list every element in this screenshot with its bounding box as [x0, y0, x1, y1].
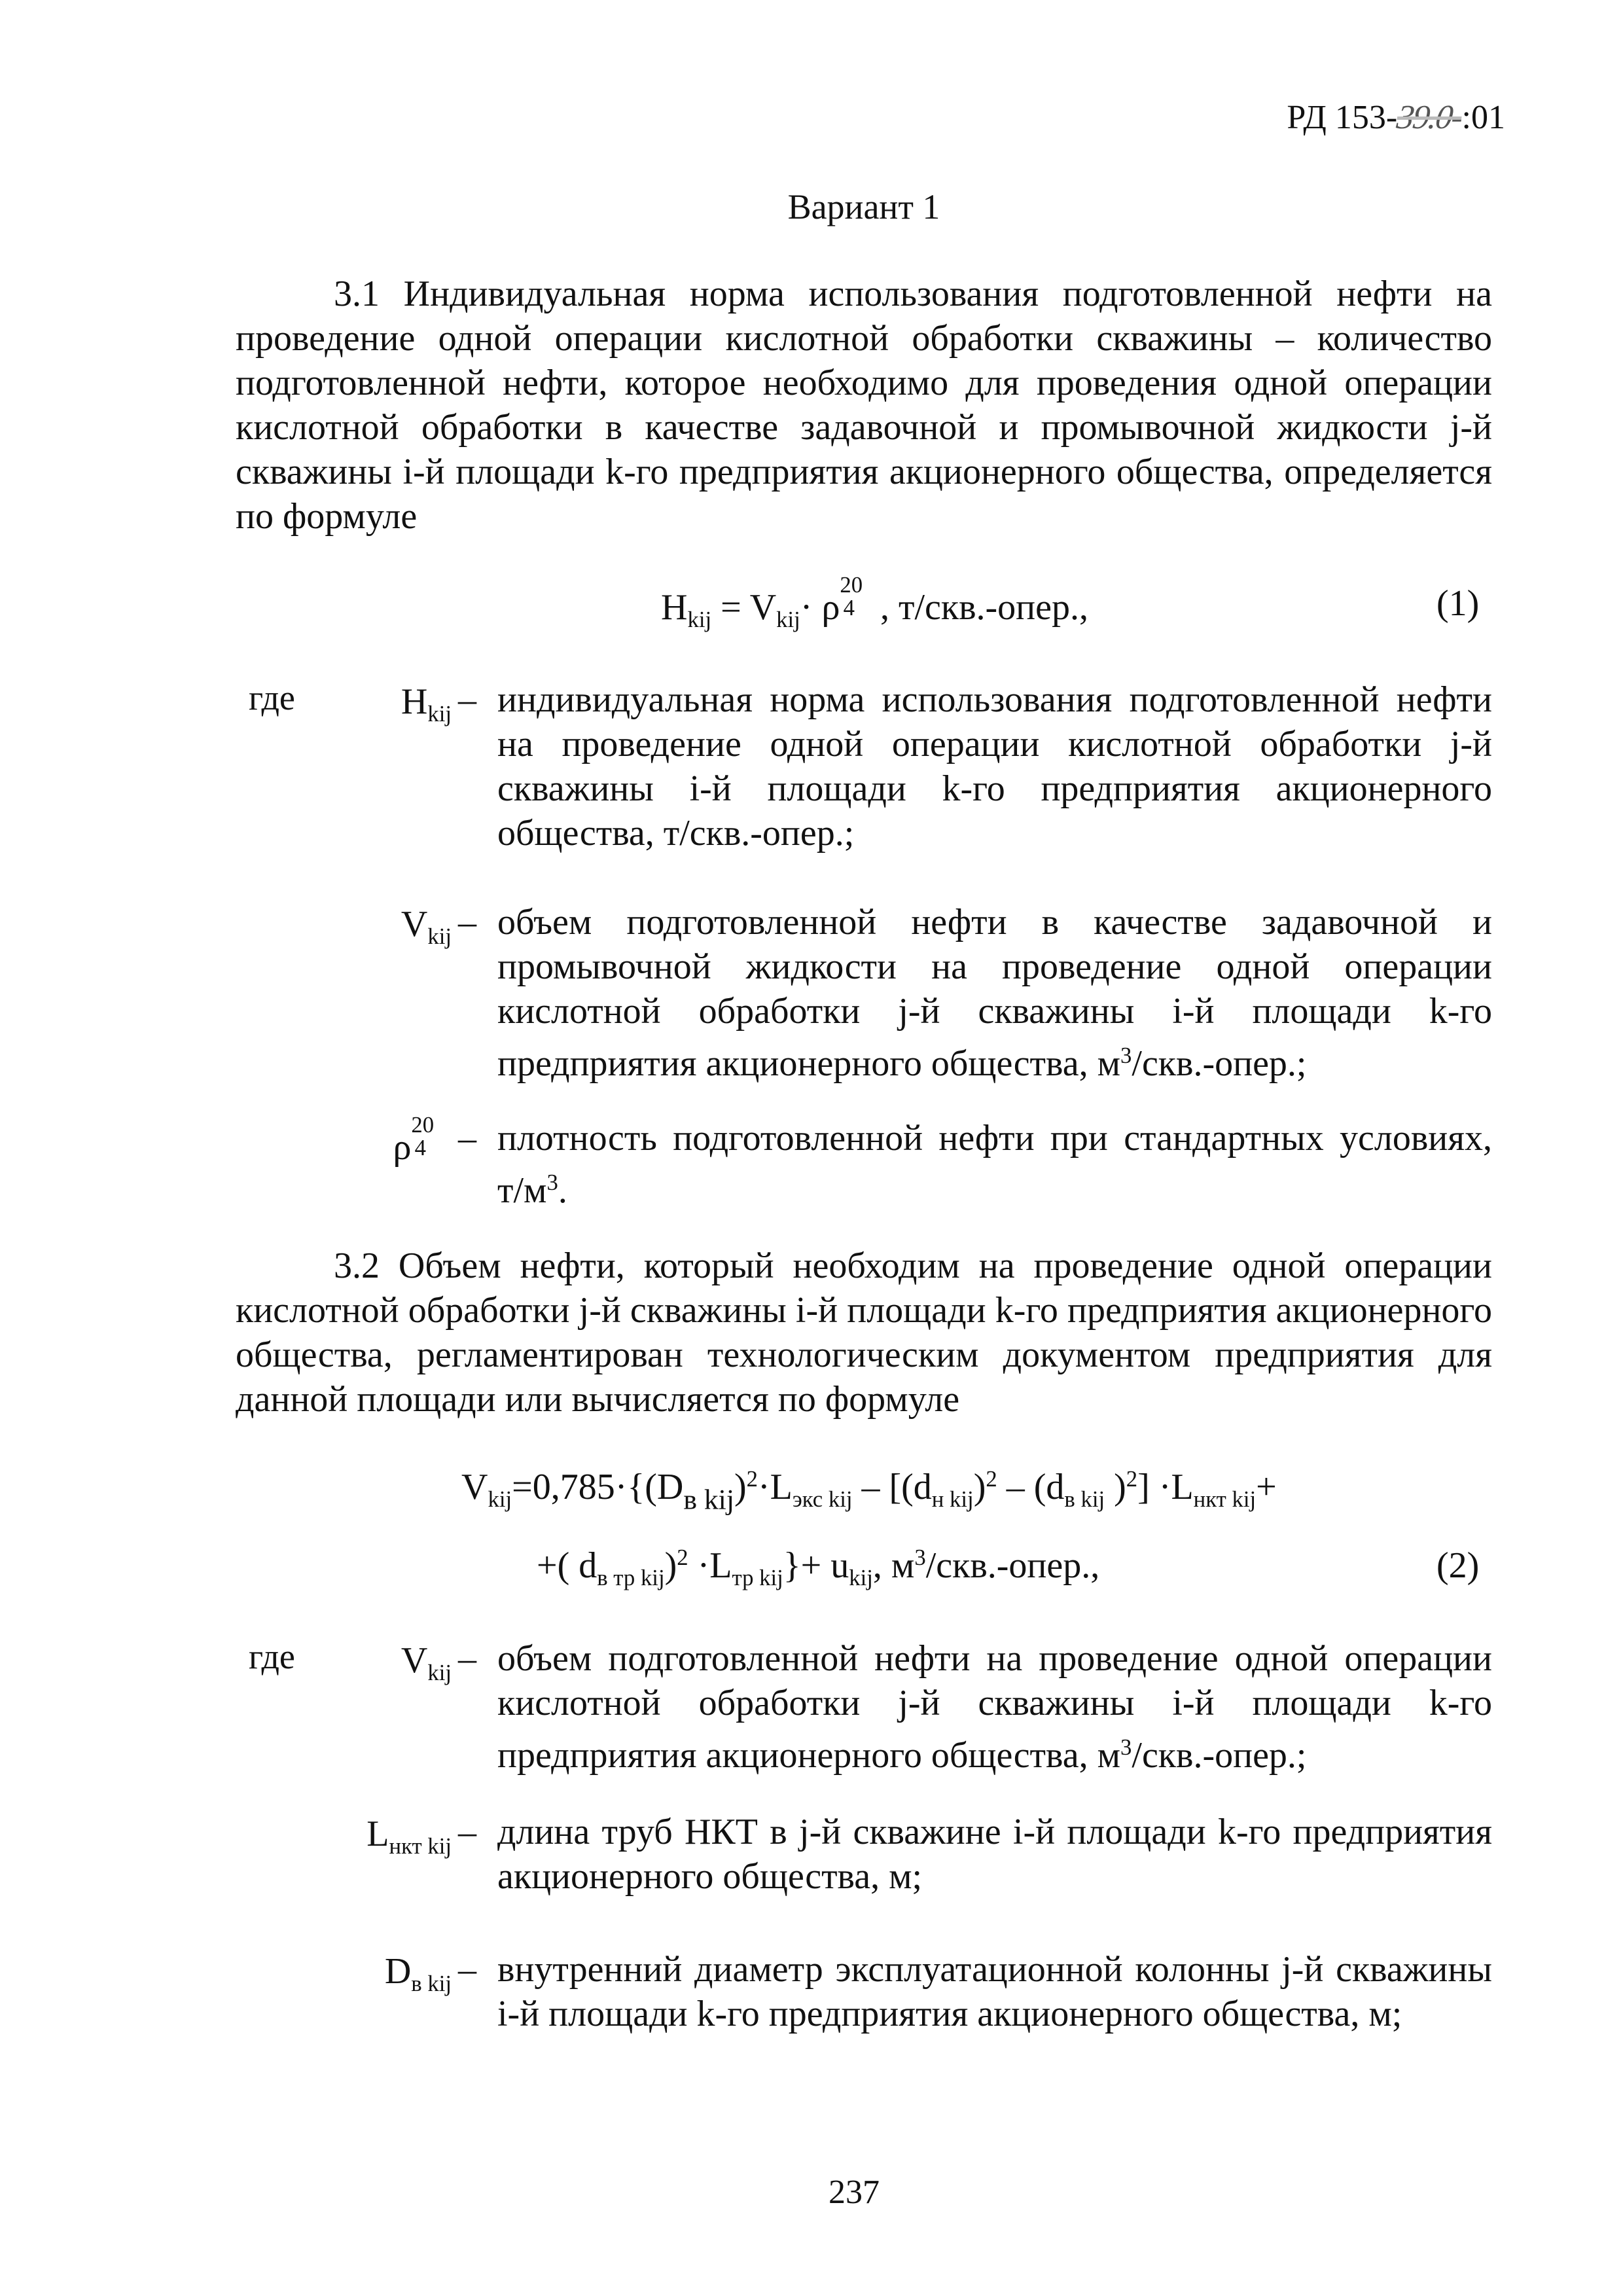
formula-1-H-sub: kij: [687, 607, 712, 633]
def-symbol-rho: [301, 1112, 452, 1168]
formula-1-rho-sup: 20: [840, 572, 863, 598]
doc-code-obscured: 39.0-: [1395, 99, 1465, 136]
formula-1-dot: ·: [800, 587, 813, 628]
f2-sub: нкт kij: [1193, 1486, 1257, 1513]
definition2-V: [458, 1636, 1492, 1778]
paragraph-3-2: 3.2 Объем нефти, который необходим на проведение одной операции кислотной обработки j-й скважины i-й площади k-го предприятия акционерного общества, регламентирован технологическим документом предприятия для данной площади или вычисляется по формуле: [236, 1246, 1492, 1420]
f2-sup: 3: [914, 1545, 926, 1570]
definition2-L: [458, 1810, 1492, 1899]
def-symbol-H-sub: kij: [427, 701, 452, 727]
def-symbol-rho-sub: 4: [414, 1135, 426, 1161]
definition-rho-text: плотность подготовленной нефти при стандартных условиях, т/м: [497, 1118, 1492, 1211]
formula-1-H: H: [661, 587, 688, 628]
f2-part: – (d: [997, 1467, 1065, 1508]
f2-part: – [(d: [852, 1467, 932, 1508]
doc-code-prefix: РД 153-: [1287, 99, 1398, 136]
document-code-header: [982, 98, 1505, 137]
def-symbol-V-sub: kij: [427, 924, 452, 950]
formula-1: [661, 572, 1089, 633]
definition-V-text: объем подготовленной нефти в качестве задавочной и промывочной жидкости на проведение одной операции кислотной обработки j-й скважины i-й площади k-го предприятия акционерного общества, м: [497, 902, 1492, 1085]
paragraph-3-1: 3.1 Индивидуальная норма использования подготовленной нефти на проведение одной операции кислотной обработки скважины – количество подготовленной нефти, которое необходимо для проведения одной операции кислотной обработки в качестве задавочной и промывочной жидкости j-й скважины i-й площади k-го предприятия акционерного общества, определяется по формуле: [236, 274, 1492, 537]
definition2-D: [458, 1947, 1492, 2036]
formula-2-line-1: [461, 1466, 1277, 1516]
formula-1-V-sub: kij: [776, 607, 800, 633]
formula-1-rho-indices: [840, 572, 880, 621]
f2-part: ·L: [757, 1467, 793, 1508]
f2-sub: в kij: [1064, 1486, 1105, 1513]
def-symbol-H: [301, 681, 452, 727]
def-dash: –: [458, 1638, 476, 1679]
f2-part: ·L: [688, 1545, 732, 1587]
def-dash: –: [458, 1812, 476, 1852]
def2-symbol-V-main: V: [401, 1640, 428, 1681]
f2-sub: тр kij: [732, 1565, 783, 1591]
f2-sup: 2: [746, 1466, 758, 1492]
f2-part: , м: [872, 1545, 915, 1587]
formula-1-unit: , т/скв.-опер.,: [880, 587, 1089, 628]
f2-part: =0,785·{(D: [512, 1467, 684, 1508]
def2-symbol-D-main: D: [384, 1951, 412, 1992]
def2-symbol-L-main: L: [366, 1814, 389, 1854]
f2-sub: н kij: [931, 1486, 974, 1513]
formula-1-rho: ρ: [821, 587, 840, 628]
f2-part: }+ u: [783, 1545, 849, 1587]
def2-symbol-L-sub: нкт kij: [389, 1833, 452, 1859]
f2-sub: экс kij: [792, 1486, 853, 1513]
definition-rho-text-end: .: [558, 1170, 567, 1211]
f2-sub: в kij: [683, 1484, 734, 1516]
definition-H: [458, 677, 1492, 855]
def-dash: –: [458, 902, 476, 942]
doc-code-suffix: :01: [1461, 99, 1505, 136]
equation-number-1: (1): [1436, 583, 1480, 624]
def-symbol-rho-sup: 20: [411, 1112, 435, 1138]
definition-rho: [458, 1116, 1492, 1213]
f2-part: ): [1105, 1467, 1126, 1508]
formula-1-V: V: [749, 587, 777, 628]
def-dash: –: [458, 1118, 476, 1158]
f2-sub: kij: [849, 1565, 873, 1591]
formula-1-eq: =: [711, 587, 750, 628]
f2-sup: 2: [677, 1545, 688, 1570]
where-label-2: где: [249, 1637, 295, 1676]
f2-part: ): [664, 1545, 677, 1587]
definition-rho-sup: 3: [546, 1170, 558, 1195]
f2-sup: 2: [986, 1466, 997, 1492]
f2-part: /скв.-опер.,: [925, 1545, 1100, 1587]
f2-part: ): [973, 1467, 986, 1508]
definition-H-text: индивидуальная норма использования подготовленной нефти на проведение одной операции кислотной обработки j-й скважины i-й площади k-го предприятия акционерного общества, т/скв.-опер.;: [497, 679, 1492, 853]
def-symbol-V-main: V: [401, 904, 428, 944]
f2-sub: в тр kij: [597, 1565, 665, 1591]
formula-1-rho-sub: 4: [843, 595, 855, 621]
f2-sup: 2: [1126, 1466, 1138, 1492]
definition-V: [458, 900, 1492, 1086]
def-symbol-rho-main: ρ: [393, 1127, 412, 1168]
def2-symbol-D: [301, 1950, 452, 1997]
f2-part: +( d: [537, 1545, 597, 1587]
f2-part: ] ·L: [1137, 1467, 1194, 1508]
def-dash: –: [458, 679, 476, 720]
page-number: 237: [829, 2174, 880, 2211]
definition2-V-text: объем подготовленной нефти на проведение одной операции кислотной обработки j-й скважины i-й площади k-го предприятия акционерного общества, м: [497, 1638, 1492, 1776]
definition2-D-text: внутренний диаметр эксплуатационной колонны j-й скважины i-й площади k-го предприятия акционерного общества, м;: [497, 1949, 1492, 2034]
definition-V-sup: 3: [1120, 1043, 1132, 1068]
definition2-L-text: длина труб НКТ в j-й скважине i-й площади k-го предприятия акционерного общества, м;: [497, 1812, 1492, 1897]
def2-symbol-V: [301, 1640, 452, 1686]
definition2-V-sup: 3: [1120, 1734, 1132, 1760]
f2-part: ): [734, 1467, 747, 1508]
def-symbol-H-main: H: [401, 681, 428, 722]
definition-V-text-end: /скв.-опер.;: [1132, 1043, 1307, 1085]
f2-sub: kij: [488, 1486, 512, 1513]
def-symbol-rho-indices: [411, 1112, 452, 1161]
f2-part: +: [1256, 1467, 1277, 1508]
where-label-1: где: [249, 678, 295, 717]
variant-title: Вариант 1: [787, 187, 940, 226]
f2-part: V: [461, 1467, 488, 1508]
def2-symbol-V-sub: kij: [427, 1660, 452, 1686]
formula-2-line-2: [537, 1545, 1099, 1591]
def-symbol-V: [301, 903, 452, 950]
equation-number-2: (2): [1436, 1545, 1480, 1586]
def2-symbol-L: [301, 1813, 452, 1859]
definition2-V-text-end: /скв.-опер.;: [1132, 1735, 1307, 1776]
def-dash: –: [458, 1949, 476, 1990]
def2-symbol-D-sub: в kij: [411, 1971, 452, 1997]
